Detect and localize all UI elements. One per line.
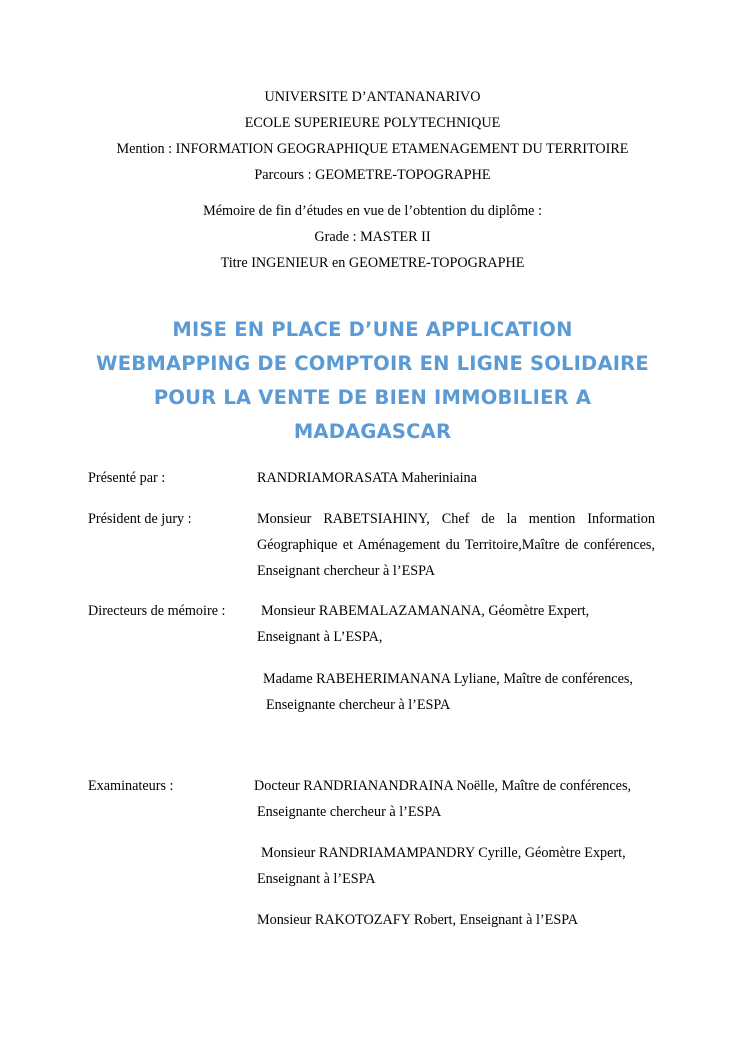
director-2-line-2: Enseignante chercheur à l’ESPA	[266, 697, 451, 713]
presented-by-label: Présenté par :	[88, 470, 166, 486]
grade-line: Grade : MASTER II	[314, 229, 431, 245]
directors-label: Directeurs de mémoire :	[88, 603, 226, 619]
title-line-2: WEBMAPPING DE COMPTOIR EN LIGNE SOLIDAIRE	[96, 352, 649, 375]
parcours-line: Parcours : GEOMETRE-TOPOGRAPHE	[254, 167, 491, 183]
examiner-2-line-2: Enseignant à l’ESPA	[257, 871, 376, 887]
examiners-label: Examinateurs :	[88, 778, 174, 794]
memoire-purpose: Mémoire de fin d’études en vue de l’obtention du diplôme :	[203, 203, 542, 219]
thesis-title	[40, 313, 705, 449]
institution-header	[0, 84, 745, 188]
examiner-1-line-1: Docteur RANDRIANANDRAINA Noëlle, Maître de conférences,	[254, 778, 632, 794]
director-1-line-1: Monsieur RABEMALAZAMANANA, Géomètre Expert,	[261, 603, 590, 619]
title-line-3: POUR LA VENTE DE BIEN IMMOBILIER A	[153, 386, 592, 409]
director-2-line-1: Madame RABEHERIMANANA Lyliane, Maître de conférences,	[263, 671, 633, 687]
author-name: RANDRIAMORASATA Maheriniaina	[257, 470, 477, 486]
university-name: UNIVERSITE D’ANTANANARIVO	[264, 89, 481, 105]
title-line-1: MISE EN PLACE D’UNE APPLICATION	[172, 318, 573, 341]
president-text: Monsieur RABETSIAHINY, Chef de la mention Information Géographique et Aménagement du Territoire,Maître de conférences, Enseignant chercheur à l’ESPA	[257, 511, 655, 579]
mention-line: Mention : INFORMATION GEOGRAPHIQUE ETAMENAGEMENT DU TERRITOIRE	[116, 141, 629, 157]
president-label: Président de jury :	[88, 511, 192, 527]
school-name: ECOLE SUPERIEURE POLYTECHNIQUE	[244, 115, 501, 131]
director-1-line-2: Enseignant à L’ESPA,	[257, 629, 383, 645]
title-line-4: MADAGASCAR	[293, 420, 452, 443]
examiner-1-line-2: Enseignante chercheur à l’ESPA	[257, 804, 442, 820]
examiner-3: Monsieur RAKOTOZAFY Robert, Enseignant à l’ESPA	[257, 912, 579, 928]
titre-line: Titre INGENIEUR en GEOMETRE-TOPOGRAPHE	[220, 255, 525, 271]
examiner-2-line-1: Monsieur RANDRIAMAMPANDRY Cyrille, Géomètre Expert,	[261, 845, 626, 861]
memoire-block	[0, 198, 745, 276]
